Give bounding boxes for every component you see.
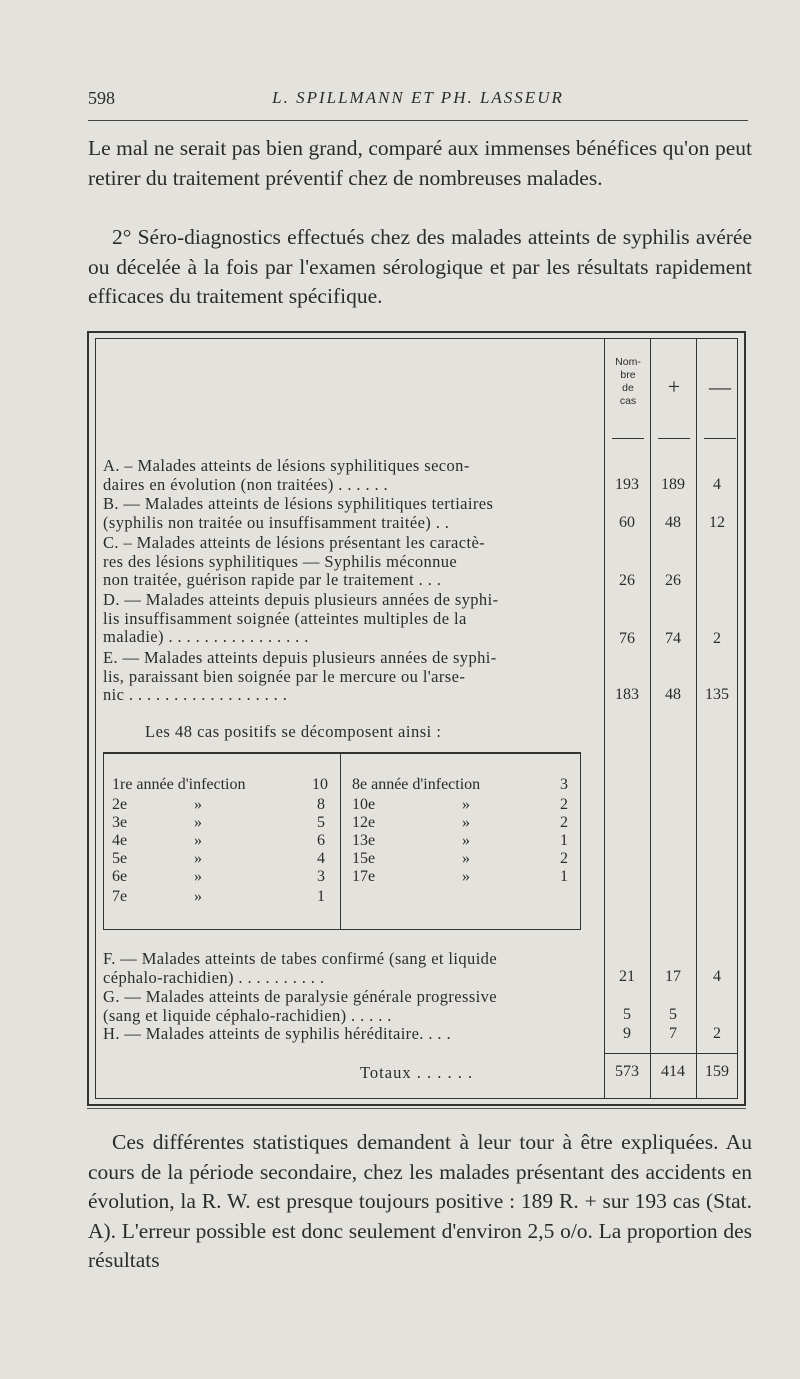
table-row-f: [103, 950, 598, 987]
breakdown-left-ditto: »: [194, 888, 202, 905]
breakdown-right-value: 2: [560, 850, 568, 867]
row-line: G. — Malades atteints de paralysie générale progressive: [103, 987, 498, 1006]
breakdown-left-ditto: »: [194, 868, 202, 885]
row-line: lis, paraissant bien soignée par le mercure ou l'arse-: [103, 666, 466, 686]
header-rule: [88, 120, 748, 121]
row-a-count: 193: [615, 476, 639, 493]
row-h-count: 9: [623, 1025, 631, 1042]
breakdown-left-value: 10: [312, 776, 328, 793]
row-e-positive: 48: [665, 686, 681, 703]
column-header-positive: +: [667, 374, 681, 399]
breakdown-left-ditto: »: [194, 850, 202, 867]
table-row-b: [103, 495, 598, 532]
row-d-count: 76: [619, 630, 635, 647]
header-count-line: de: [622, 382, 634, 394]
row-line: H. — Malades atteints de syphilis héréditaire. . . .: [103, 1024, 451, 1043]
breakdown-right-ditto: »: [462, 832, 470, 849]
paragraph-1-text: Le mal ne serait pas bien grand, comparé aux immenses bénéfices qu'on peut retirer du traitement préventif chez de nombreuses malades.: [88, 136, 752, 190]
breakdown-right-value: 1: [560, 832, 568, 849]
table-row-g: [103, 988, 598, 1025]
header-count-line: Nom-: [615, 356, 641, 368]
row-f-count: 21: [619, 968, 635, 985]
row-b-count: 60: [619, 514, 635, 531]
header-underline-count: [612, 438, 644, 439]
breakdown-left-value: 6: [317, 832, 325, 849]
breakdown-right-year: 17e: [352, 868, 376, 885]
row-d-positive: 74: [665, 630, 681, 647]
breakdown-left-year: 2e: [112, 796, 128, 813]
paragraph-2: [88, 223, 752, 312]
breakdown-right-ditto: »: [462, 814, 470, 831]
totals-negative: 159: [705, 1063, 729, 1080]
paragraph-1: [88, 134, 752, 193]
breakdown-right-value: 2: [560, 796, 568, 813]
breakdown-divider: [340, 754, 341, 930]
row-f-negative: 4: [713, 968, 721, 985]
row-line: E. — Malades atteints depuis plusieurs années de syphi-: [103, 648, 497, 667]
breakdown-left-year: 4e: [112, 832, 128, 849]
row-b-negative: 12: [709, 514, 725, 531]
totals-rule: [604, 1053, 738, 1054]
row-g-positive: 5: [669, 1006, 677, 1023]
breakdown-left-value: 4: [317, 850, 325, 867]
breakdown-right-year: 10e: [352, 796, 376, 813]
breakdown-right-ditto: »: [462, 850, 470, 867]
breakdown-right-value: 2: [560, 814, 568, 831]
paragraph-2-text: 2° Séro-diagnostics effectués chez des malades atteints de syphilis avérée ou décelée à la fois par l'examen sérologique et par les résultats rapidement efficaces du traitement spécifique.: [88, 225, 752, 308]
header-underline-positive: [658, 438, 690, 439]
breakdown-left-ditto: »: [194, 832, 202, 849]
breakdown-left-value: 1: [317, 888, 325, 905]
breakdown-left-ditto: »: [194, 796, 202, 813]
breakdown-left-year: 7e: [112, 888, 128, 905]
paragraph-3: [88, 1128, 752, 1276]
row-line: nic . . . . . . . . . . . . . . . . . .: [103, 685, 288, 704]
breakdown-left-year: 5e: [112, 850, 128, 867]
breakdown-note: Les 48 cas positifs se décomposent ainsi :: [145, 722, 442, 741]
breakdown-right-ditto: »: [462, 868, 470, 885]
table-row-a: [103, 457, 598, 494]
breakdown-left-ditto: »: [194, 814, 202, 831]
row-line: C. – Malades atteints de lésions présentant les caractè-: [103, 533, 486, 552]
breakdown-right-year: 12e: [352, 814, 376, 831]
paragraph-3-text: Ces différentes statistiques demandent à leur tour à être expliquées. Au cours de la période secondaire, chez les malades présentant des accidents en évolution, la R. W. est presque toujours positive : 189 R. + sur 193 cas (Stat. A). L'erreur possible est donc seulement d'environ 2,5 o/o. La proportion des résultats: [88, 1130, 752, 1272]
table-row-d: [103, 591, 598, 647]
breakdown-left-year: 3e: [112, 814, 128, 831]
row-line: daires en évolution (non traitées) . . . . . .: [103, 474, 389, 494]
row-line: B. — Malades atteints de lésions syphilitiques tertiaires: [103, 494, 494, 513]
row-line: céphalo-rachidien) . . . . . . . . . .: [103, 967, 325, 987]
breakdown-right-year: 13e: [352, 832, 376, 849]
column-header-negative: —: [709, 374, 731, 399]
breakdown-left-value: 8: [317, 796, 325, 813]
table-bottom-rule: [87, 1108, 746, 1109]
breakdown-right-year: 15e: [352, 850, 376, 867]
row-h-positive: 7: [669, 1025, 677, 1042]
row-e-negative: 135: [705, 686, 729, 703]
table-row-e: [103, 649, 598, 705]
row-line: F. — Malades atteints de tabes confirmé (sang et liquide: [103, 949, 498, 968]
totals-positive: 414: [661, 1063, 685, 1080]
row-line: lis insuffisamment soignée (atteintes multiples de la: [103, 608, 467, 628]
row-line: A. – Malades atteints de lésions syphilitiques secon-: [103, 456, 470, 475]
row-line: non traitée, guérison rapide par le traitement . . .: [103, 570, 442, 589]
row-c-positive: 26: [665, 572, 681, 589]
row-line: maladie) . . . . . . . . . . . . . . . .: [103, 627, 309, 646]
breakdown-left-year: 1re année d'infection: [112, 776, 246, 793]
row-line: res des lésions syphilitiques — Syphilis méconnue: [103, 551, 458, 571]
row-e-count: 183: [615, 686, 639, 703]
row-f-positive: 17: [665, 968, 681, 985]
breakdown-left-value: 5: [317, 814, 325, 831]
breakdown-right-year: 8e année d'infection: [352, 776, 481, 793]
row-line: D. — Malades atteints depuis plusieurs années de syphi-: [103, 590, 499, 609]
row-g-count: 5: [623, 1006, 631, 1023]
totals-count: 573: [615, 1063, 639, 1080]
header-count-line: bre: [620, 369, 636, 381]
breakdown-left-year: 6e: [112, 868, 128, 885]
breakdown-right-ditto: »: [462, 796, 470, 813]
header-underline-negative: [704, 438, 736, 439]
row-line: (syphilis non traitée ou insuffisamment traitée) . .: [103, 512, 450, 532]
running-title: L. SPILLMANN ET PH. LASSEUR: [272, 88, 564, 107]
page-number: 598: [88, 88, 115, 108]
breakdown-right-value: 3: [560, 776, 568, 793]
header-count-line: cas: [619, 395, 637, 407]
row-c-count: 26: [619, 572, 635, 589]
breakdown-left-value: 3: [317, 868, 325, 885]
breakdown-right-value: 1: [560, 868, 568, 885]
table-row-h: [103, 1025, 598, 1044]
row-a-positive: 189: [661, 476, 685, 493]
row-line: (sang et liquide céphalo-rachidien) . . . . .: [103, 1005, 392, 1025]
row-b-positive: 48: [665, 514, 681, 531]
row-h-negative: 2: [713, 1025, 721, 1042]
row-d-negative: 2: [713, 630, 721, 647]
totals-label: Totaux . . . . . .: [360, 1063, 474, 1082]
row-a-negative: 4: [713, 476, 721, 493]
column-header-count: [606, 356, 650, 408]
running-header: [88, 88, 748, 112]
table-row-c: [103, 534, 598, 590]
